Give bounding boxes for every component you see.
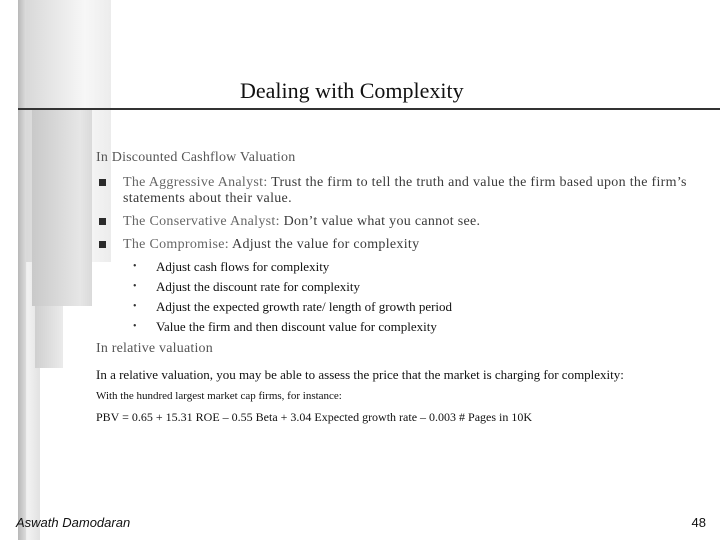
square-bullet-icon (99, 241, 106, 248)
section-heading-relative: In relative valuation (96, 341, 213, 356)
title-divider (18, 108, 720, 110)
bullet-text: Don’t value what you cannot see. (279, 214, 481, 229)
dot-bullet-icon: • (133, 281, 137, 292)
subbullet-list (96, 257, 706, 337)
decor-panel (35, 306, 63, 368)
bullet-label: The Aggressive Analyst: (123, 175, 268, 190)
square-bullet-icon (99, 179, 106, 186)
bullet-label: The Compromise: (123, 237, 229, 252)
bullet-text: Trust the firm to tell the truth and value the firm based upon the firm’s statements about their value. (123, 175, 687, 206)
relative-note: In a relative valuation, you may be able to assess the price that the market is charging for complexity: (96, 367, 624, 382)
dot-bullet-icon: • (133, 261, 137, 272)
list-item (96, 297, 706, 317)
bullet-label: The Conservative Analyst: (123, 214, 280, 229)
decor-panel (32, 110, 92, 306)
bullet-aggressive (96, 175, 706, 207)
list-item (96, 277, 706, 297)
bullet-conservative (96, 214, 706, 230)
dot-bullet-icon: • (133, 301, 137, 312)
slide-title: Dealing with Complexity (240, 78, 464, 103)
footer-author: Aswath Damodaran (16, 515, 131, 530)
regression-equation: PBV = 0.65 + 15.31 ROE – 0.55 Beta + 3.04 Expected growth rate – 0.003 # Pages in 10K (96, 410, 533, 424)
subbullet-text: Adjust cash flows for complexity (156, 259, 330, 274)
page-number: 48 (691, 515, 706, 530)
dot-bullet-icon: • (133, 321, 137, 332)
sample-note: With the hundred largest market cap firms, for instance: (96, 390, 342, 402)
subbullet-text: Adjust the discount rate for complexity (156, 279, 360, 294)
section-heading-dcf: In Discounted Cashflow Valuation (96, 150, 296, 165)
square-bullet-icon (99, 218, 106, 225)
subbullet-text: Value the firm and then discount value for complexity (156, 319, 437, 334)
list-item (96, 257, 706, 277)
decor-bar (18, 0, 26, 540)
list-item (96, 317, 706, 337)
subbullet-text: Adjust the expected growth rate/ length of growth period (156, 299, 453, 314)
bullet-compromise (96, 237, 706, 253)
bullet-text: Adjust the value for complexity (229, 237, 420, 252)
slide-body (96, 148, 706, 426)
